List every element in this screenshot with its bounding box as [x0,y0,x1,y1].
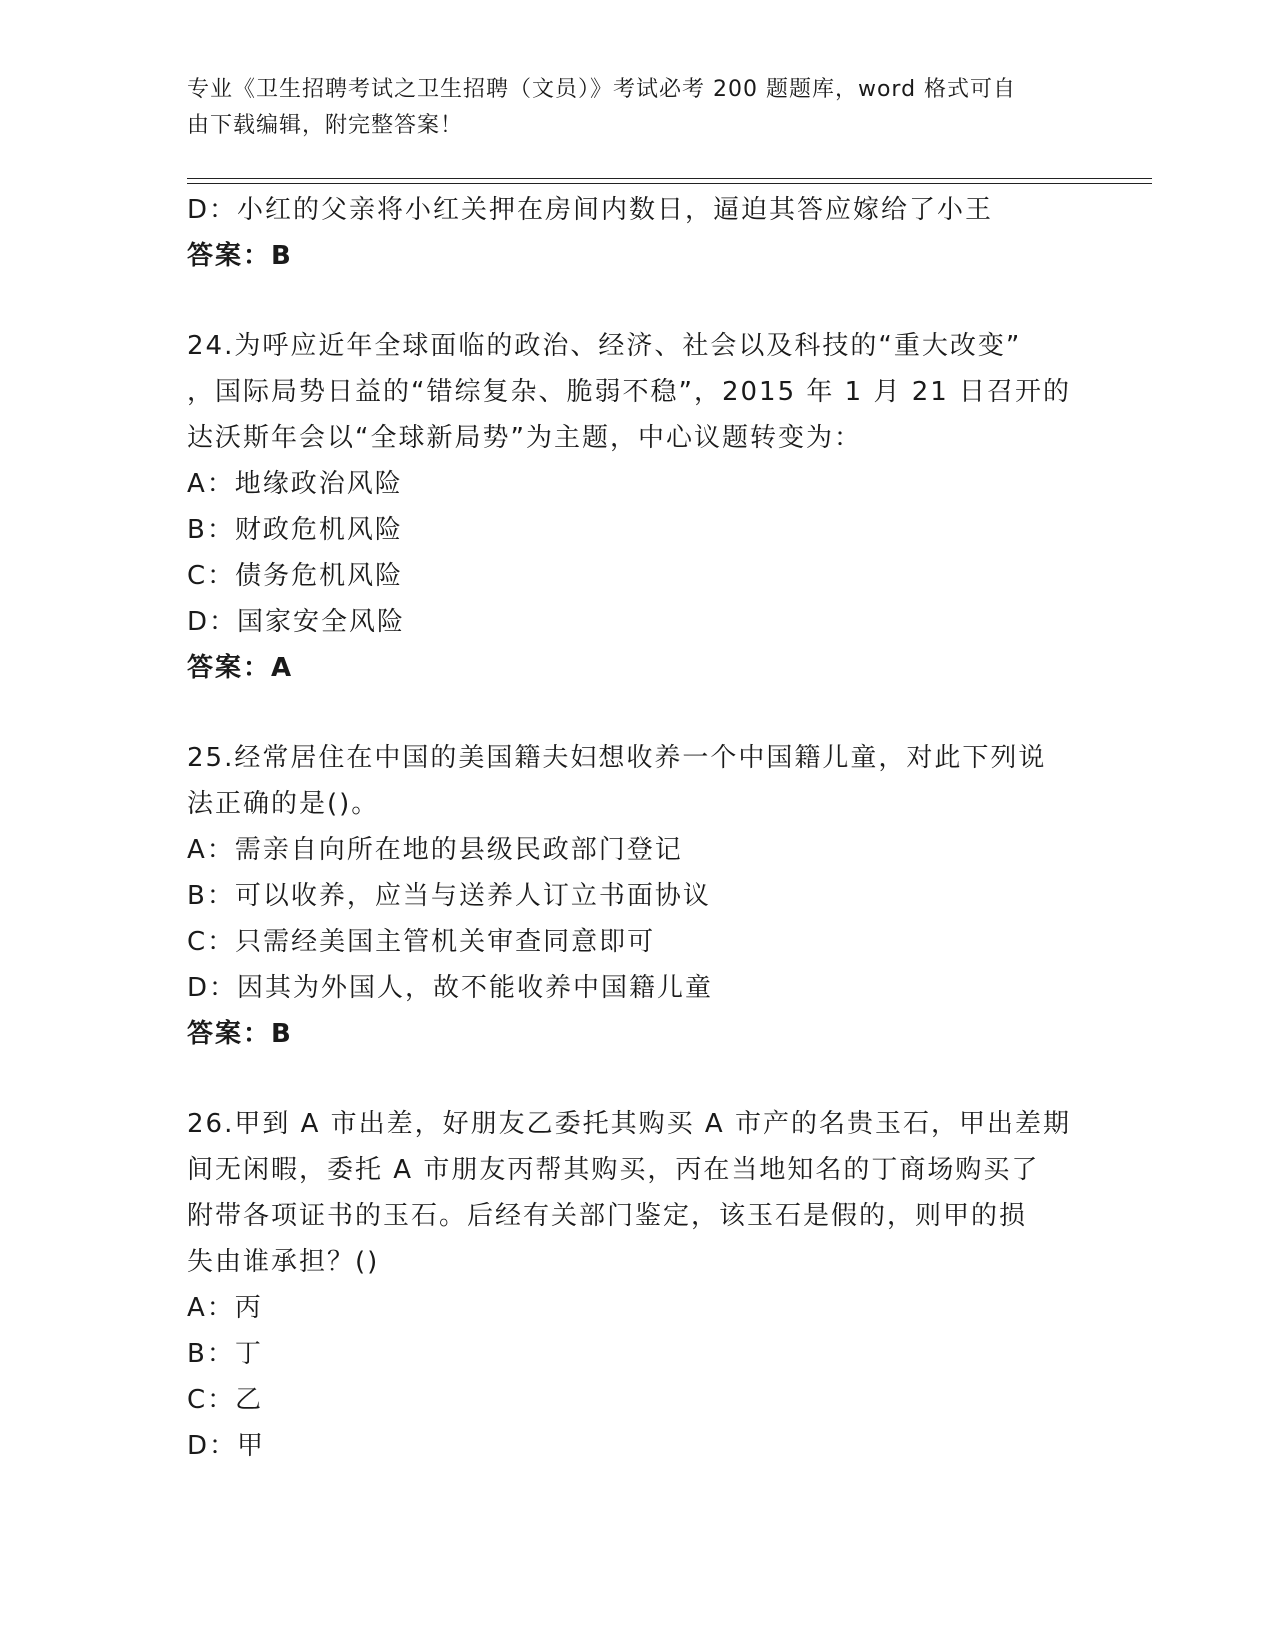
question-26 [187,1101,1087,1469]
question-spacer [187,691,1087,735]
option-a: A：需亲自向所在地的县级民政部门登记 [187,835,683,865]
header-divider-top [187,178,1152,179]
header-divider-bottom [187,183,1152,184]
option-a: A：地缘政治风险 [187,469,403,499]
answer-line: 答案：A [187,653,294,683]
answer-line: 答案：B [187,241,293,271]
option-d: D：因其为外国人，故不能收养中国籍儿童 [187,973,714,1003]
question-stem-line: 附带各项证书的玉石。后经有关部门鉴定，该玉石是假的，则甲的损 [187,1201,1028,1231]
option-a: A：丙 [187,1293,263,1323]
header-line-2: 由下载编辑，附完整答案！ [187,113,464,138]
page-header [187,72,1067,144]
option-d: D：国家安全风险 [187,607,406,637]
option-b: B：可以收养，应当与送养人订立书面协议 [187,881,711,911]
question-stem-line: 26.甲到 A 市出差，好朋友乙委托其购买 A 市产的名贵玉石，甲出差期 [187,1109,1071,1139]
previous-question [187,187,1087,279]
option-c: C：乙 [187,1385,264,1415]
question-spacer [187,1057,1087,1101]
question-stem-line: 达沃斯年会以“全球新局势”为主题，中心议题转变为： [187,423,862,453]
question-stem-line: 25.经常居住在中国的美国籍夫妇想收养一个中国籍儿童，对此下列说 [187,743,1047,773]
option-d: D：甲 [187,1431,266,1461]
option-d: D：小红的父亲将小红关押在房间内数日，逼迫其答应嫁给了小王 [187,195,994,225]
question-stem-line: 24.为呼应近年全球面临的政治、经济、社会以及科技的“重大改变” [187,331,1022,361]
option-b: B：财政危机风险 [187,515,403,545]
question-content [187,187,1087,1469]
question-stem-line: 失由谁承担？() [187,1247,380,1277]
answer-line: 答案：B [187,1019,293,1049]
option-c: C：债务危机风险 [187,561,404,591]
question-24 [187,323,1087,691]
option-b: B：丁 [187,1339,263,1369]
option-c: C：只需经美国主管机关审查同意即可 [187,927,656,957]
question-25 [187,735,1087,1057]
question-stem-line: 间无闲暇，委托 A 市朋友丙帮其购买，丙在当地知名的丁商场购买了 [187,1155,1040,1185]
header-line-1: 专业《卫生招聘考试之卫生招聘（文员）》考试必考 200 题题库，word 格式可自 [187,77,1017,102]
question-stem-line: 法正确的是()。 [187,789,380,819]
question-spacer [187,279,1087,323]
question-stem-line: ，国际局势日益的“错综复杂、脆弱不稳”，2015 年 1 月 21 日召开的 [187,377,1072,407]
